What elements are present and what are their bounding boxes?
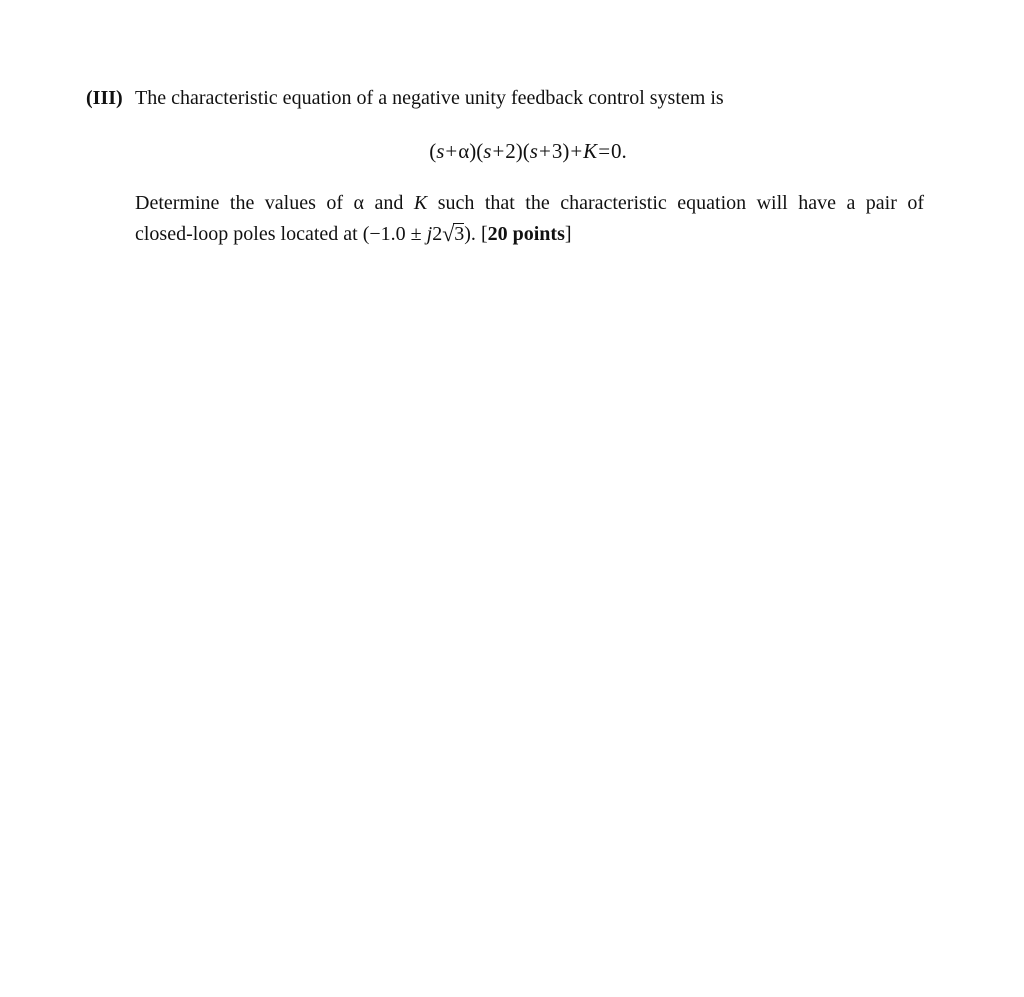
j-symbol: j (426, 223, 433, 245)
eq-plus: + (538, 139, 551, 163)
eq-var-k: K (583, 139, 598, 163)
number: 2 (432, 223, 443, 245)
eq-plus: + (570, 139, 583, 163)
text-segment: closed-loop poles located at (−1.0 ± (135, 223, 422, 245)
points-value: 20 points (487, 223, 565, 245)
bracket: ] (564, 223, 572, 245)
eq-number: 2 (505, 139, 516, 163)
problem-label: (III) (86, 87, 123, 109)
eq-plus: + (492, 139, 505, 163)
eq-var-s: s (436, 139, 445, 163)
eq-var-s: s (483, 139, 492, 163)
eq-equals: = (598, 139, 611, 163)
text-segment: and (374, 192, 404, 214)
bracket: [ (480, 223, 488, 245)
characteristic-equation (0, 138, 1024, 164)
eq-paren: ( (429, 139, 437, 163)
eq-paren: ) (562, 139, 570, 163)
sqrt-argument: 3 (454, 223, 465, 245)
k-symbol: K (413, 192, 428, 214)
problem-line-2 (135, 219, 924, 250)
sqrt-sign: √ (442, 221, 455, 246)
square-root (442, 219, 464, 250)
eq-zero: 0. (611, 139, 627, 163)
eq-number: 3 (551, 139, 563, 163)
problem-intro: The characteristic equation of a negative unity feedback control system is (135, 87, 724, 109)
text-segment: Determine the values of (135, 192, 344, 214)
eq-var-s: s (529, 139, 538, 163)
eq-plus: + (445, 139, 458, 163)
eq-paren: ( (522, 139, 530, 163)
text-segment: ). (464, 223, 476, 245)
text-segment: such that the characteristic equation will have a pair of (437, 192, 925, 214)
eq-paren: ) (515, 139, 523, 163)
alpha-symbol: α (353, 192, 364, 214)
problem-body (135, 188, 924, 250)
eq-alpha: α (458, 139, 470, 163)
problem-line-1 (135, 188, 924, 219)
eq-paren: ( (476, 139, 484, 163)
eq-paren: ) (469, 139, 477, 163)
